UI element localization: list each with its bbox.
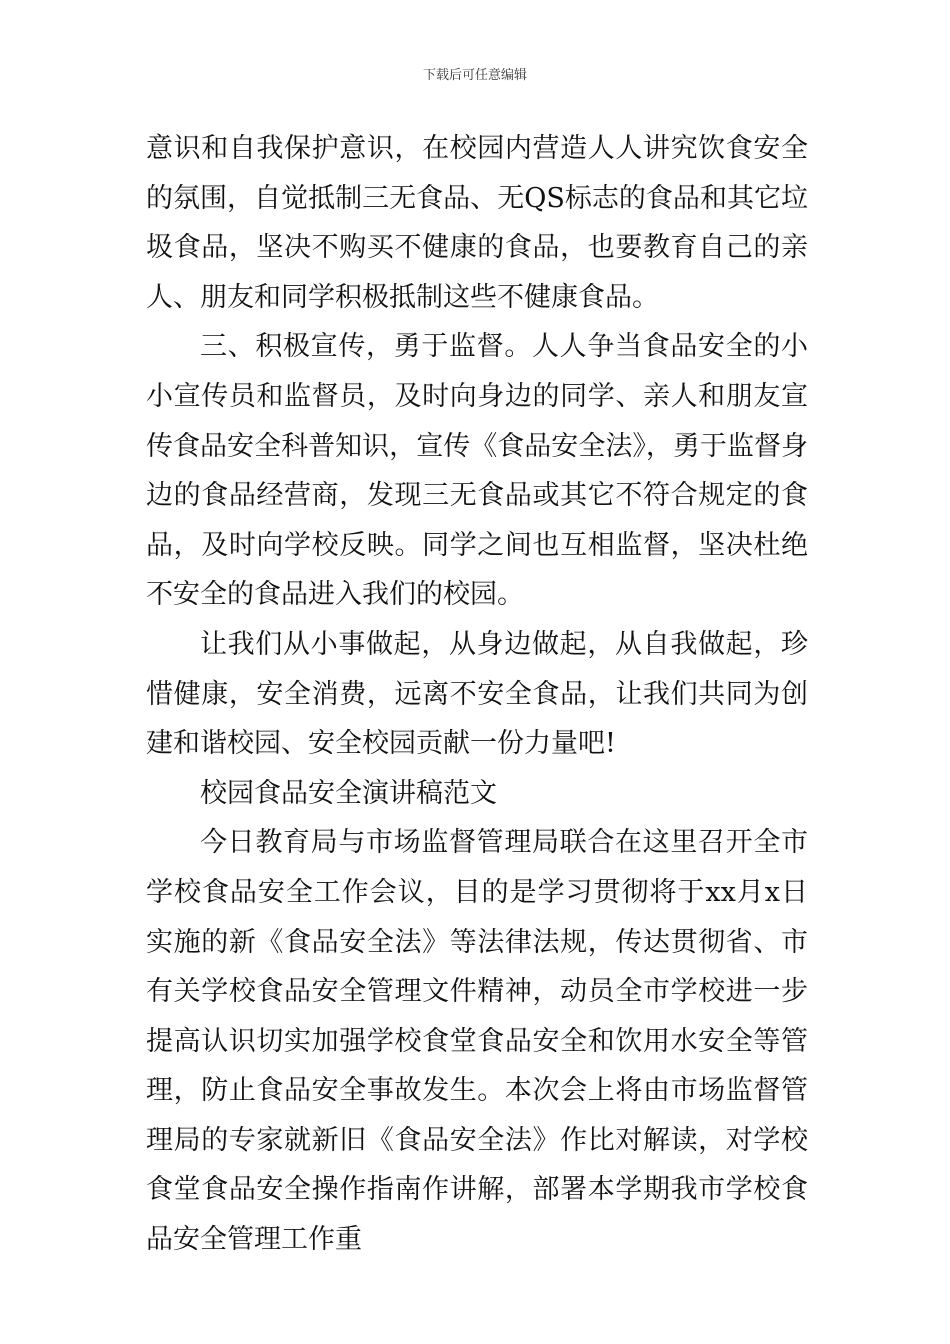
paragraph-call-to-action: 让我们从小事做起，从身边做起，从自我做起，珍惜健康，安全消费，远离不安全食品，让我们共同为创建和谐校园、安全校园贡献一份力量吧! [146,628,808,760]
paragraph-meeting-intro: 今日教育局与市场监督管理局联合在这里召开全市学校食品安全工作会议，目的是学习贯彻将于xx月x日实施的新《食品安全法》等法律法规，传达贯彻省、市有关学校食品安全管理文件精神，动员全市学校进一步提高认识切实加强学校食堂食品安全和饮用水安全等管理，防止食品安全事故发生。本次会上将由市场监督管理局的专家就新旧《食品安全法》作比对解读，对学校食堂食品安全操作指南作讲解，部署本学期我市学校食品安全管理工作重 [146,827,808,1256]
page-header: 下载后可任意编辑 [422,68,527,83]
paragraph-continuation: 意识和自我保护意识，在校园内营造人人讲究饮食安全的氛围，自觉抵制三无食品、无QS标志的食品和其它垃圾食品，坚决不购买不健康的食品，也要教育自己的亲人、朋友和同学积极抵制这些不健康食品。 [146,133,808,313]
paragraph-promotion-supervision: 三、积极宣传，勇于监督。人人争当食品安全的小小宣传员和监督员，及时向身边的同学、亲人和朋友宣传食品安全科普知识，宣传《食品安全法》，勇于监督身边的食品经营商，发现三无食品或其它不符合规定的食品，及时向学校反映。同学之间也互相监督，坚决杜绝不安全的食品进入我们的校园。 [146,331,808,611]
document-body [146,124,808,1265]
section-title: 校园食品安全演讲稿范文 [200,777,497,809]
